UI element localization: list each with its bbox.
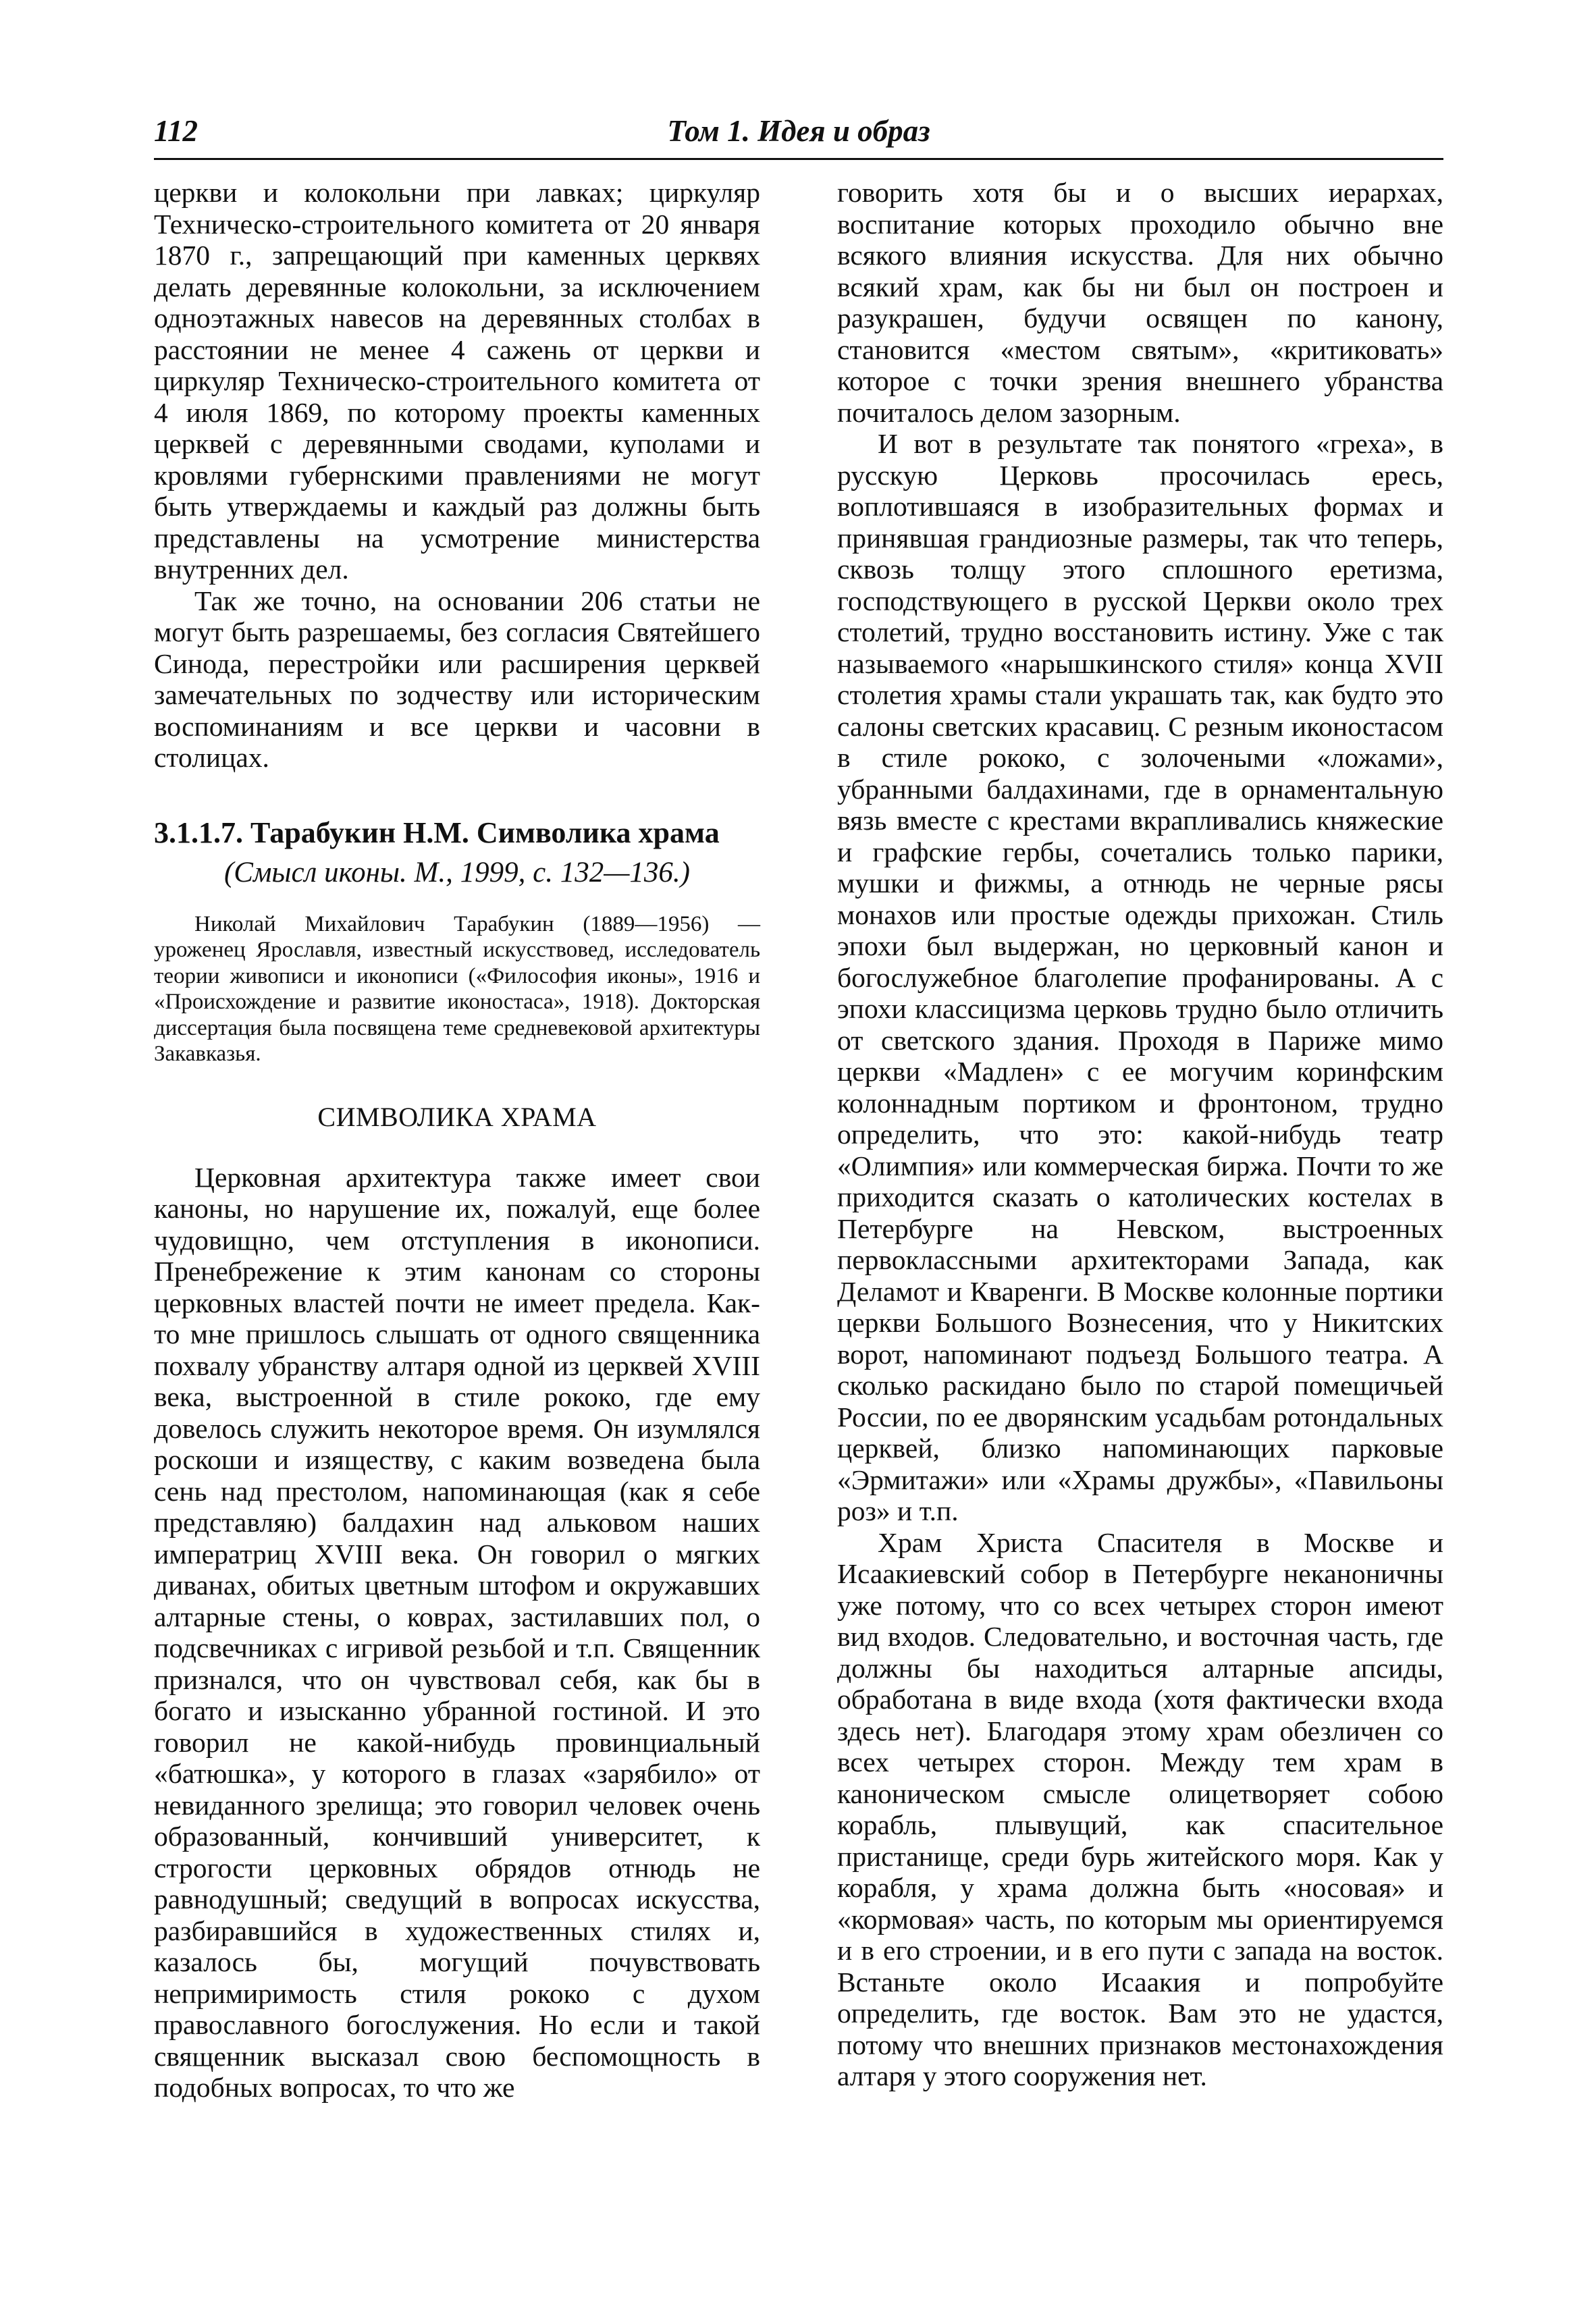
article-title: СИМВОЛИКА ХРАМА: [317, 1101, 597, 1132]
running-head: [154, 113, 1443, 160]
right-column: [837, 177, 1443, 2092]
paragraph: Церковная архитектура также имеет свои каноны, но нарушение их, пожалуй, еще более чудовищно, чем отступления в иконописи. Пренебрежение к этим канонам со стороны церковных властей почти не имеет предела. Как-то мне пришлось слышать от одного священника похвалу убранству алтаря одной из церквей XVIII века, выстроенной в стиле рококо, где ему довелось служить некоторое время. Он изумлялся роскоши и изяществу, с каким возведена была сень над престолом, напоминающая (как я себе представляю) балдахин над альковом наших императриц XVIII века. Он говорил о мягких диванах, обитых цветным штофом и окружавших алтарные стены, о коврах, застилавших пол, о подсвечниках с игривой резьбой и т.п. Священник признался, что он чувствовал себя, как бы в богато и изысканно убранной гостиной. И это говорил не какой-нибудь провинциальный «батюшка», у которого в глазах «зарябило» от невиданного зрелища; это говорил человек очень образованный, кончивший университет, к строгости церковных обрядов отнюдь не равнодушный; сведущий в вопросах искусства, разбиравшийся в художественных стилях и, казалось бы, могущий почувствовать непримиримость стиля рококо с духом православного богослужения. Но если и такой священник высказал свою беспомощность в подобных вопросах, то что же: [154, 1161, 760, 2103]
paragraph: церкви и колокольни при лавках; циркуляр Техническо-строительного комитета от 20 января 1870 г., запрещающий при каменных церквях делать деревянные колокольни, за исключением одноэтажных навесов на деревянных столбах в расстоянии не менее 4 сажень от церкви и циркуляр Техническо-строительного комитета от 4 июля 1869, по которому проекты каменных церквей с деревянными сводами, куполами и кровлями губернскими правлениями не могут быть утверждаемы и каждый раз должны быть представлены на усмотрение министерства внутренних дел.: [154, 177, 760, 585]
section-heading: 3.1.1.7. Тарабукин Н.М. Символика храма: [154, 815, 720, 849]
left-column: [154, 177, 760, 2104]
author-bio-note: Николай Михайлович Тарабукин (1889—1956) — уроженец Ярославля, известный искусствовед, исследователь теории живописи и иконописи («Философия иконы», 1916 и «Происхождение и развитие иконостаса», 1918). Докторская диссертация была посвящена теме средневековой архитектуры Закавказья.: [154, 911, 760, 1066]
paragraph: Храм Христа Спасителя в Москве и Исаакиевский собор в Петербурге неканоничны уже потому, что со всех четырех сторон имеют вид входов. Следовательно, и восточная часть, где должны бы находиться алтарные апсиды, обработана в виде входа (хотя фактически входа здесь нет). Благодаря этому храм обезличен со всех четырех сторон. Между тем храм в каноническом смысле олицетворяет собою корабль, плывущий, как спасительное пристанище, среди бурь житейского моря. Как у корабля, у храма должна быть «носовая» и «кормовая» часть, по которым мы ориентируемся и в его строении, и в его пути с запада на восток. Встаньте около Исаакия и попробуйте определить, где восток. Вам это не удастся, потому что внешних признаков местонахождения алтаря у этого сооружения нет.: [837, 1526, 1443, 2091]
paragraph: И вот в результате так понятого «греха», в русскую Церковь просочилась ересь, воплотившаяся в изобразительных формах и принявшая грандиозные размеры, так что теперь, сквозь толщу этого сплошного еретизма, господствующего в русской Церкви около трех столетий, трудно восстановить истину. Уже с так называемого «нарышкинского стиля» конца XVII столетия храмы стали украшать так, как будто это салоны светских красавиц. С резным иконостасом в стиле рококо, с золочеными «ложами», убранными балдахинами, где в орнаментальную вязь вместе с крестами вкрапливались княжеские и графские гербы, сочетались только парики, мушки и фижмы, а отнюдь не черные рясы монахов или простые одежды прихожан. Стиль эпохи был выдержан, но церковный канон и богослужебное благолепие профанированы. А с эпохи классицизма церковь трудно было отличить от светского здания. Проходя в Париже мимо церкви «Мадлен» с ее могучим коринфским колоннадным портиком и фронтоном, трудно определить, что это: какой-нибудь театр «Олимпия» или коммерческая биржа. Почти то же приходится сказать о католических костелах в Петербурге на Невском, выстроенных первоклассными архитекторами Запада, как Деламот и Кваренги. В Москве колонные портики церкви Большого Вознесения, что у Никитских ворот, напоминают подъезд Большого театра. А сколько раскидано было по старой помещичьей России, по ее дворянским усадьбам ротондальных церквей, близко напоминающих парковые «Эрмитажи» или «Храмы дружбы», «Павильоны роз» и т.п.: [837, 428, 1443, 1526]
page-number: 112: [154, 114, 198, 148]
section-source: (Смысл иконы. М., 1999, с. 132—136.): [223, 856, 691, 888]
volume-title: Том 1. Идея и образ: [667, 114, 930, 148]
paragraph: говорить хотя бы и о высших иерархах, воспитание которых проходило обычно вне всякого влияния искусства. Для них обычно всякий храм, как бы ни был он построен и разукрашен, будучи освящен по канону, становится «местом святым», «критиковать» которое с точки зрения внешнего убранства почиталось делом зазорным.: [837, 177, 1443, 428]
paragraph: Так же точно, на основании 206 статьи не могут быть разрешаемы, без согласия Святейшего Синода, перестройки или расширения церквей замечательных по зодчеству или историческим воспоминаниям и все церкви и часовни в столицах.: [154, 585, 760, 773]
